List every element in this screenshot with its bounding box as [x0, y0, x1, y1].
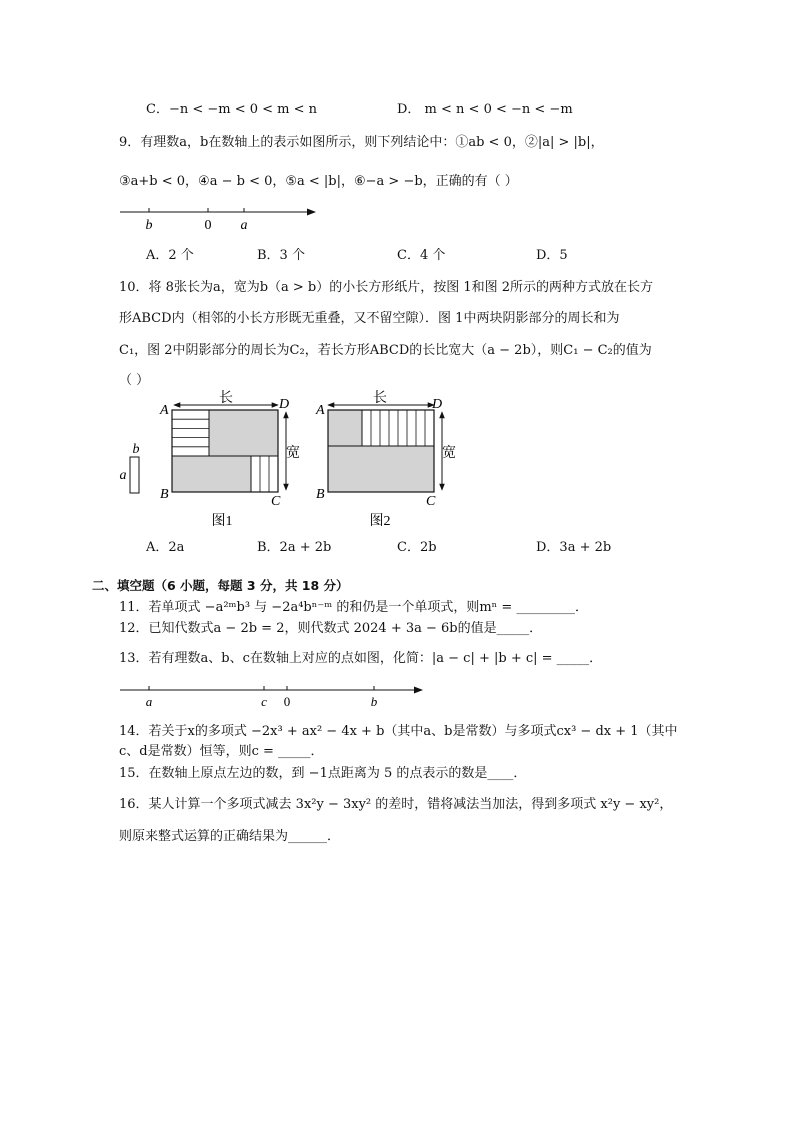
q10-option-d: D．3a + 2b: [536, 540, 612, 555]
q13-text: 13．若有理数a、b、c在数轴上对应的点如图，化简：|a − c| + |b + c| = _____．: [119, 651, 603, 666]
figure-1: [159, 390, 300, 529]
fig2-label-A: A: [316, 403, 325, 418]
small-rectangle: [130, 457, 139, 493]
fig2-long-label: 长: [373, 391, 387, 406]
fig1-long-label: 长: [219, 391, 233, 406]
q9-stem-line1: 9．有理数a，b在数轴上的表示如图所示，则下列结论中：①ab < 0，②|a| > |b|，: [119, 135, 604, 150]
fig2-label-D: D: [432, 397, 443, 412]
q10-option-a: A．2a: [146, 540, 185, 555]
q13-label-c: c: [261, 694, 267, 709]
q9-option-c: C．4 个: [397, 248, 446, 263]
q10-stem-line1: 10．将 8张长为a，宽为b（a > b）的小长方形纸片，按图 1和图 2所示的两种方式放在长方: [119, 280, 654, 295]
fig1-wide-label: 宽: [286, 446, 300, 461]
q9-number-line: [110, 200, 330, 236]
fig1-caption: 图1: [211, 514, 233, 529]
q13-label-a: a: [145, 694, 153, 709]
q11-text: 11．若单项式 −a²ᵐb³ 与 −2a⁴bⁿ⁻ᵐ 的和仍是一个单项式，则mⁿ = _________．: [119, 600, 588, 615]
q8-option-d: D． m < n < 0 < −n < −m: [397, 102, 573, 117]
section-title-fill-in: 二、填空题（6 小题，每题 3 分，共 18 分）: [92, 578, 349, 593]
fig2-caption: 图2: [369, 514, 391, 529]
q15-text: 15．在数轴上原点左边的数，到 −1点距离为 5 的点表示的数是____．: [119, 766, 527, 781]
q9-option-a: A．2 个: [146, 248, 194, 263]
q10-stem-line2: 形ABCD内（相邻的小长方形既无重叠，又不留空隙）．图 1中两块阴影部分的周长和为: [119, 311, 620, 326]
q10-figures: [112, 385, 472, 535]
q9-label-b: b: [145, 218, 153, 233]
q13-label-zero: 0: [283, 694, 291, 709]
q14-line2: c、d是常数）恒等，则c = _____．: [119, 744, 324, 759]
fig2-wide-label: 宽: [442, 446, 456, 461]
q12-text: 12．已知代数式a − 2b = 2，则代数式 2024 + 3a − 6b的值是_____．: [119, 621, 543, 636]
q9-label-a: a: [240, 218, 248, 233]
q9-option-b: B．3 个: [257, 248, 305, 263]
q10-stem-line3: C₁，图 2中阴影部分的周长为C₂，若长方形ABCD的长比宽大（a − 2b），则C₁ − C₂的值为: [119, 343, 652, 358]
q10-option-b: B．2a + 2b: [257, 540, 332, 555]
q8-option-c: C．−n < −m < 0 < m < n: [146, 102, 318, 117]
fig1-label-B: B: [160, 487, 169, 502]
fig2-label-B: B: [316, 487, 325, 502]
q13-label-b: b: [370, 694, 378, 709]
fig1-label-D: D: [279, 397, 290, 412]
small-label-b: b: [132, 442, 140, 457]
q10-option-c: C．2b: [397, 540, 437, 555]
fig2-label-C: C: [426, 494, 436, 509]
q16-line2: 则原来整式运算的正确结果为______．: [119, 829, 341, 844]
figure-2: [315, 390, 456, 529]
q9-label-zero: 0: [204, 218, 212, 233]
fig1-label-A: A: [160, 403, 169, 418]
q13-number-line: [112, 680, 432, 710]
q16-line1: 16．某人计算一个多项式减去 3x²y − 3xy² 的差时，错将减法当加法，得到多项式 x²y − xy²，: [119, 797, 673, 812]
fig1-label-C: C: [271, 494, 281, 509]
small-label-a: a: [119, 468, 127, 483]
q10-stem-line4: （ ）: [119, 373, 150, 388]
q9-option-d: D．5: [536, 248, 568, 263]
q9-stem-line2: ③a+b < 0，④a − b < 0，⑤a < |b|，⑥−a > −b，正确的有（ ）: [119, 174, 518, 189]
q14-line1: 14．若关于x的多项式 −2x³ + ax² − 4x + b（其中a、b是常数）与多项式cx³ − dx + 1（其中: [119, 724, 678, 739]
